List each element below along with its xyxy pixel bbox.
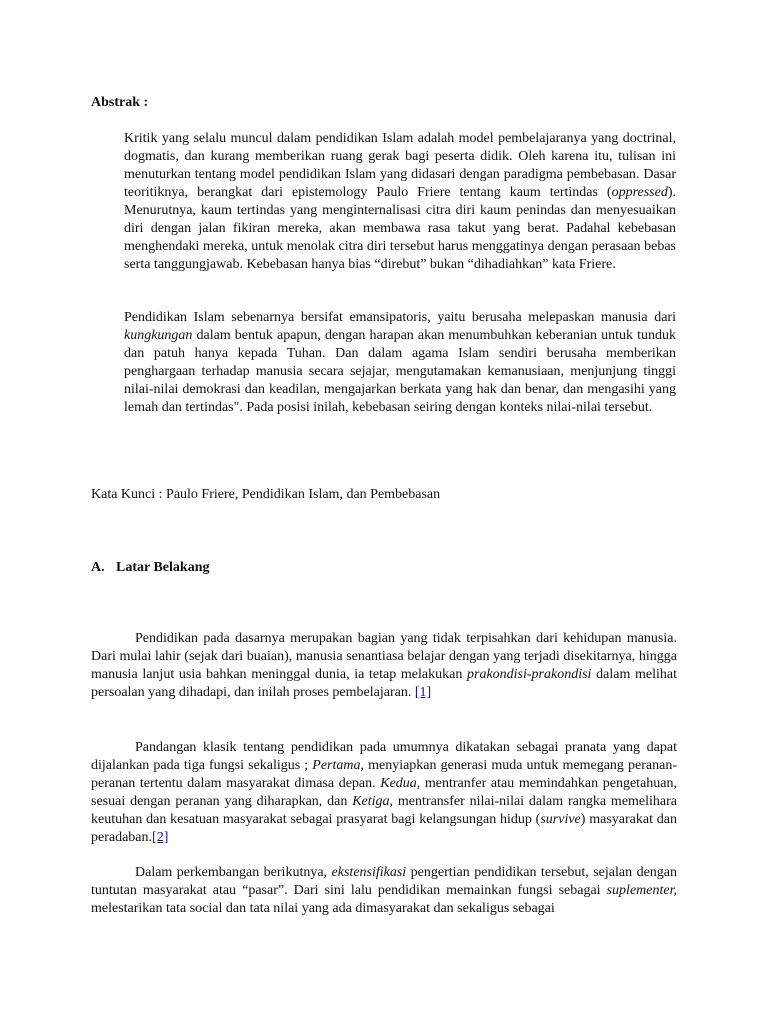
body-p3-text-2: pengertian pendidikan tersebut, sejalan dengan tuntutan masyarakat atau “pasar”. Dari sini lalu pendidikan memainkan fungsi sebagai [91, 865, 678, 898]
footnote-link-1[interactable]: [1] [414, 685, 432, 700]
body-p2-text-3: mentranfer atau memindahkan pengetahuan, sesuai dengan peranan yang diharapkan, dan [91, 776, 677, 809]
section-title: Latar Belakang [116, 560, 210, 575]
body-p3-text-1: Dalam perkembangan berikutnya, [135, 865, 332, 880]
abstract-p2-text-1: Pendidikan Islam sebenarnya bersifat emansipatoris, yaitu berusaha melepaskan manusia dari [124, 310, 676, 325]
section-heading [91, 559, 209, 577]
keywords-line: Kata Kunci : Paulo Friere, Pendidikan Islam, dan Pembebasan [91, 487, 441, 502]
abstract-p2-text-2: dalam bentuk apapun, dengan harapan akan menumbuhkan keberanian untuk tunduk dan patuh hanya kepada Tuhan. Dan dalam agama Islam sendiri berusaha memberikan penghargaan terhadap manusia secara sejajar, mengutamakan kemanusiaan, menjunjung tinggi nilai-nilai demokrasi dan keadilan, mengajarkan berkata yang hak dan benar, dan mengasihi yang lemah dan tertindas". Pada posisi inilah, kebebasan seiring dengan konteks nilai-nilai tersebut. [124, 328, 676, 415]
body-p1-italic-prakondisi: prakondisi-prakondisi [467, 667, 592, 682]
abstract-p1-text-1: Kritik yang selalu muncul dalam pendidikan Islam adalah model pembelajaranya yang doctrinal, dogmatis, dan kurang memberikan ruang gerak bagi peserta didik. Oleh karena itu, tulisan ini menuturkan tentang model pendidikan Islam yang didasari dengan paradigma pembebasan. Dasar teoritiknya, berangkat dari epistemology Paulo Friere tentang kaum tertindas ( [124, 131, 676, 200]
body-p2-text-5: ) masyarakat dan peradaban. [91, 812, 677, 845]
body-paragraph-1 [91, 630, 677, 702]
abstract-paragraph-1 [124, 130, 676, 274]
body-p3-italic-ekstensifikasi: ekstensifikasi [331, 865, 407, 880]
body-p2-italic-kedua: Kedua, [380, 776, 421, 791]
abstract-p2-italic-kungkungan: kungkungan [124, 328, 193, 343]
body-paragraph-3 [91, 864, 677, 918]
body-p2-text-1: Pandangan klasik tentang pendidikan pada umumnya dikatakan sebagai pranata yang dapat dijalankan pada tiga fungsi sekaligus ; [91, 740, 677, 773]
body-p2-italic-ketiga: Ketiga, [352, 794, 394, 809]
abstract-paragraph-2 [124, 309, 676, 417]
body-p1-text-2: dalam melihat persoalan yang dihadapi, dan inilah proses pembelajaran. [91, 667, 677, 700]
body-p3-text-3: melestarikan tata social dan tata nilai yang ada dimasyarakat dan sekaligus sebagai [91, 901, 555, 916]
abstract-p1-italic-oppressed: oppressed [611, 185, 668, 200]
body-p2-text-2: menyiapkan generasi muda untuk memegang peranan-peranan tertentu dalam masyarakat dimasa depan. [91, 758, 677, 791]
body-p3-italic-suplementer: suplementer, [606, 883, 677, 898]
body-p2-text-4: mentransfer nilai-nilai dalam rangka memelihara keutuhan dan kesatuan masyarakat sebagai prasyarat bagi kelangsungan hidup ( [91, 794, 678, 827]
body-p2-italic-pertama: Pertama, [312, 758, 364, 773]
abstract-heading: Abstrak : [91, 95, 149, 110]
body-p2-italic-survive: survive [540, 812, 581, 827]
abstract-p1-text-2: ). Menurutnya, kaum tertindas yang menginternalisasi citra diri kaum penindas dan menyesuaikan diri dengan jalan fikiran mereka, akan membawa rasa takut yang berat. Padahal kebebasan menghendaki mereka, untuk menolak citra diri tersebut harus menggatinya dengan perasaan bebas serta tanggungjawab. Kebebasan hanya bias “direbut” bukan “dihadiahkan” kata Friere. [124, 185, 676, 272]
footnote-link-2[interactable]: [2] [152, 830, 169, 845]
body-p1-text-1: Pendidikan pada dasarnya merupakan bagian yang tidak terpisahkan dari kehidupan manusia. Dari mulai lahir (sejak dari buaian), manusia senantiasa belajar dengan yang terjadi disekitarnya, hingga manusia lanjut usia bahkan meninggal dunia, ia tetap melakukan [91, 631, 677, 682]
body-paragraph-2 [91, 739, 677, 847]
section-number: A. [91, 560, 105, 575]
